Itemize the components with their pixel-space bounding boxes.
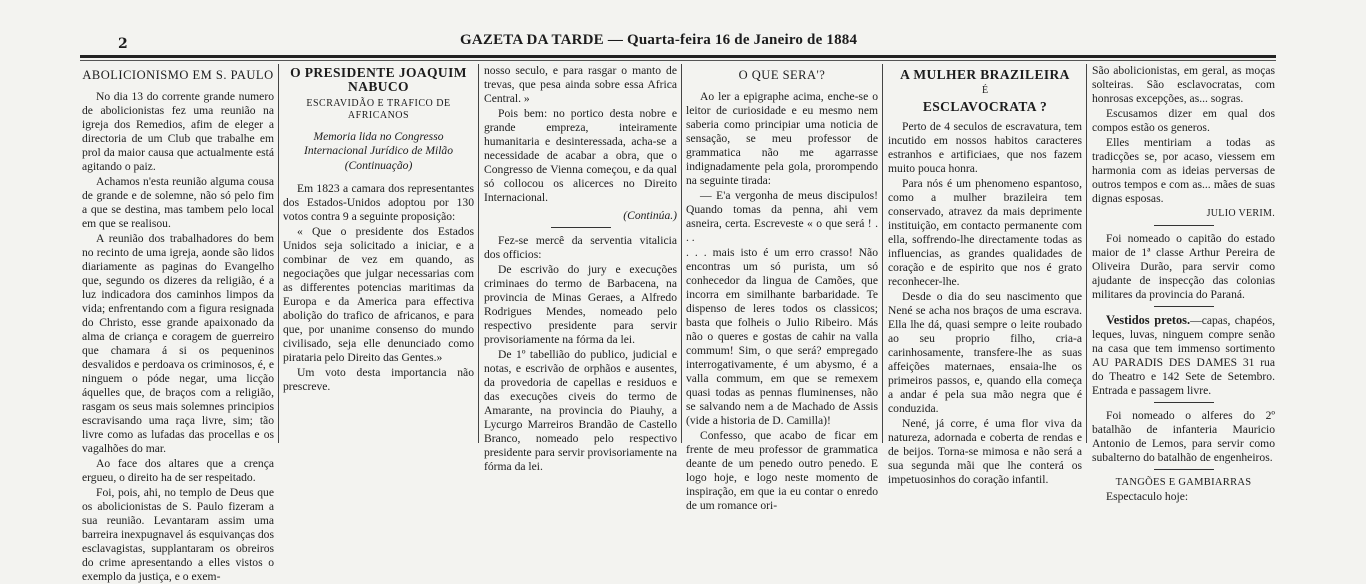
column-divider bbox=[681, 64, 682, 443]
column-mulher-brazileira bbox=[888, 64, 1082, 486]
paragraph: . . . mais isto é um erro crasso! Não encontras um só purista, um só conhecedor da lingua de Camões, que incorra em similhante barbaridade. Te dispenso de leres todos os classicos; basta que folheis o Julio Ribeiro. Más não o queres e gostas de cahir na valla commum! Sim, o que será? empregado interrogativamente, é um abysmo, é a valla commum, em que se remexem quasi todas as pennas fluminenses, não se salvando nem a de Machado de Assis (vide a historia de D. Camilla)! bbox=[686, 246, 878, 427]
article-title: O PRESIDENTE JOAQUIM NABUCO bbox=[290, 65, 467, 94]
article-title-connector: É bbox=[981, 85, 989, 96]
paragraph: No dia 13 do corrente grande numero de abolicionistas fez uma reunião na igreja dos Remedios, afim de eleger a directoria de um Club que trabalhe em prol da maior causa que actualmente está agitando o paiz. bbox=[82, 90, 274, 173]
continuation-note: (Continuação) bbox=[344, 159, 413, 172]
paragraph: Em 1823 a camara dos representantes dos Estados-Unidos adoptou por 130 votos contra 9 a seguinte proposição: bbox=[283, 182, 474, 223]
section-rule bbox=[1154, 469, 1214, 470]
column-divider bbox=[1086, 64, 1087, 443]
column-divider bbox=[882, 64, 883, 443]
column-o-que-sera bbox=[686, 64, 878, 512]
memoria-line: Memoria lida no Congresso Internacional Jurídico de Milão bbox=[303, 130, 454, 157]
section-rule bbox=[1154, 402, 1214, 403]
paragraph: De escrivão do jury e execuções criminaes do termo de Barbacena, na provincia de Minas Geraes, a Alfredo Rodrigues Mendes, nomeado pelo respectivo presidente para servir provisoriamente na fórma da lei. bbox=[484, 263, 677, 346]
paragraph: Perto de 4 seculos de escravatura, tem incutido em nossos habitos caracteres estranhos e artificiaes, que nos fazem muito pouca honra. bbox=[888, 120, 1082, 175]
paragraph: Foi nomeado o alferes do 2º batalhão de infanteria Mauricio Antonio de Lemos, para servir como subalterno do batalhão de engenheiros. bbox=[1092, 409, 1275, 464]
paragraph: Para nós é um phenomeno espantoso, como a mulher brazileira tem conservado, atravez da mais deprimente instituição, em contacto permanente com ella, soffrendo-lhe directamente todas as influencias, as grandes qualidades de coração e de espirito que nos é grato reconhecer-lhe. bbox=[888, 177, 1082, 288]
header-rule bbox=[80, 55, 1276, 58]
paragraph: Foi nomeado o capitão do estado maior de 1ª classe Arthur Pereira de Oliveira Durão, para servir como ajudante de inspecção das colonias militares da provincia do Paraná. bbox=[1092, 232, 1275, 301]
page-number: 2 bbox=[118, 36, 128, 52]
ad-headline: Vestidos pretos. bbox=[1106, 313, 1191, 327]
paragraph: nosso seculo, e para rasgar o manto de trevas, que pesa ainda sobre essa Africa Central. » bbox=[484, 64, 677, 105]
article-title: ABOLICIONISMO EM S. PAULO bbox=[82, 68, 274, 82]
paragraph: A reunião dos trabalhadores do bem no recinto de uma igreja, aonde são lidos diariamente as paginas do Evangelho que, segundo os dizeres da religião, é a luz indicadora dos caminhos limpos da vida; enfrentando com a figura resignada do Christo, esse grande apaixonado da alma de criança e coragem de guerreiro que chamara á si os pequeninos desvalidos e perdoava os criminosos, é, e ninguem o póde negar, uma licção áquelles que, de braços com a religião, rasgam os seus mais solemnes principios escravisando uma raça livre, sim; tão livre como as lufadas das procellas e os vagalhões do mar. bbox=[82, 232, 274, 455]
column-divider bbox=[278, 64, 279, 443]
paragraph: Elles mentiriam a todas as tradicções se, por acaso, viessem em harmonia com as ideias perversas de outros tempos e com as... mães de suas dignas esposas. bbox=[1092, 136, 1275, 205]
header-rule-thin bbox=[80, 60, 1276, 61]
paragraph: Confesso, que acabo de ficar em frente de meu professor de grammatica deante de um penedo outro penedo. E logo hoje, e logo neste momento de inspiração, em que ia eu contar o enredo de um romance ori- bbox=[686, 429, 878, 512]
section-rule bbox=[1154, 225, 1214, 226]
paragraph: Achamos n'esta reunião alguma cousa de grande e de solemne, não só pelo fim a que se destina, mas tambem pelo local em que se realisou. bbox=[82, 175, 274, 230]
paragraph: Fez-se mercê da serventia vitalicia dos officios: bbox=[484, 234, 677, 261]
column-noticias bbox=[1092, 64, 1275, 503]
section-rule bbox=[551, 227, 611, 228]
paragraph: Ao face dos altares que a crença ergueu, o direito ha de ser respeitado. bbox=[82, 457, 274, 484]
advertisement bbox=[1092, 313, 1275, 398]
ad-body: —capas, chapéos, leques, luvas, ninguem compre senão na casa que tem immenso sortimento AU PARADIS DES DAMES 31 rua do Theatro e 142 Sete de Setembro. Entrada e passagem livre. bbox=[1092, 314, 1275, 397]
column-divider bbox=[478, 64, 479, 443]
paragraph: Espectaculo hoje: bbox=[1106, 490, 1189, 503]
paragraph: Pois bem: no portico desta nobre e grande empreza, inteiramente humanitaria e desinteressada, acha-se a necessidade de acabar a obra, que o Congresso de Vienna começou, e da qual só collocou os alicerces no Direito Internacional. bbox=[484, 107, 677, 204]
paragraph: Um voto desta importancia não prescreve. bbox=[283, 366, 474, 393]
paragraph: São abolicionistas, em geral, as moças solteiras. São esclavocratas, com honrosas excepções, as... sogras. bbox=[1092, 64, 1275, 105]
paragraph: — E'a vergonha de meus discipulos! Quando tomas da penna, ahi vem asneira, certa. Escreveste « o que será ! . . . bbox=[686, 189, 878, 244]
paragraph: Nené, já corre, é uma flor viva da natureza, adornada e coberta de rendas e de beijos. Torna-se mimosa e não será a sua segunda mãi que lhe conterá os impetuosinhos do coração infantil. bbox=[888, 417, 1082, 486]
paragraph: Desde o dia do seu nascimento que Nené se acha nos braços de uma escrava. Ella lhe dá, quasi sempre o leite roubado ao seu proprio filho, cria-a carinhosamente, transfere-lhe as suas affeições maternaes, ensaia-lhe os primeiros passos, e, quando ella começa a andar é pela sua mão negra que é conduzida. bbox=[888, 290, 1082, 415]
column-abolicionismo bbox=[82, 64, 274, 583]
paragraph: De 1º tabellião do publico, judicial e notas, e escrivão de orphãos e ausentes, da provedoria de capellas e residuos e das execuções civeis do termo de Amarante, na provincia do Piauhy, a Lycurgo Marreiros Brandão de Castello Branco, nomeado pelo respectivo presidente para servir provisoriamente na fórma da lei. bbox=[484, 348, 677, 473]
masthead: GAZETA DA TARDE — Quarta-feira 16 de Janeiro de 1884 bbox=[460, 32, 858, 48]
column-joaquim-nabuco bbox=[283, 64, 474, 443]
paragraph: « Que o presidente dos Estados Unidos seja solicitado a iniciar, e a combinar de vez em quando, as negociações que julgar necessarias com as differentes potencias maritimas da Europa e da America para effectiva abolição do trafico de africanos, e para que, por unanime consenso do mundo civilisado, seja elle denunciado como pirataria pelo Direito das Gentes.» bbox=[283, 225, 474, 364]
paragraph: Escusamos dizer em qual dos compos estão os generos. bbox=[1092, 107, 1275, 134]
paragraph: Ao ler a epigraphe acima, enche-se o leitor de curiosidade e eu mesmo nem saberia como principiar uma noticia de sensação, se meu professor de grammatica não me agarrasse indignadamente pela gola, prorompendo na seguinte tirada: bbox=[686, 90, 878, 187]
section-rule bbox=[1154, 306, 1214, 307]
continues-note: (Continúa.) bbox=[623, 209, 677, 222]
article-subtitle: ESCRAVIDÃO E TRAFICO DE AFRICANOS bbox=[306, 98, 451, 121]
article-title: O QUE SERA'? bbox=[738, 68, 826, 82]
column-serventia bbox=[484, 64, 677, 473]
signature: JULIO VERIM. bbox=[1206, 208, 1275, 219]
paragraph: Foi, pois, ahi, no templo de Deus que os abolicionistas de S. Paulo fizeram a sua reunião. Levantaram assim uma barreira inexpugnavel ás esquivanças dos esclavagistas, supplantaram os obreiros do crime apresentando a elles vistos o exemplo da justiça, e o exem- bbox=[82, 486, 274, 583]
article-title: A MULHER BRAZILEIRA bbox=[900, 67, 1070, 82]
article-title-second: ESCLAVOCRATA ? bbox=[922, 99, 1048, 114]
section-title: TANGÕES E GAMBIARRAS bbox=[1115, 477, 1252, 488]
